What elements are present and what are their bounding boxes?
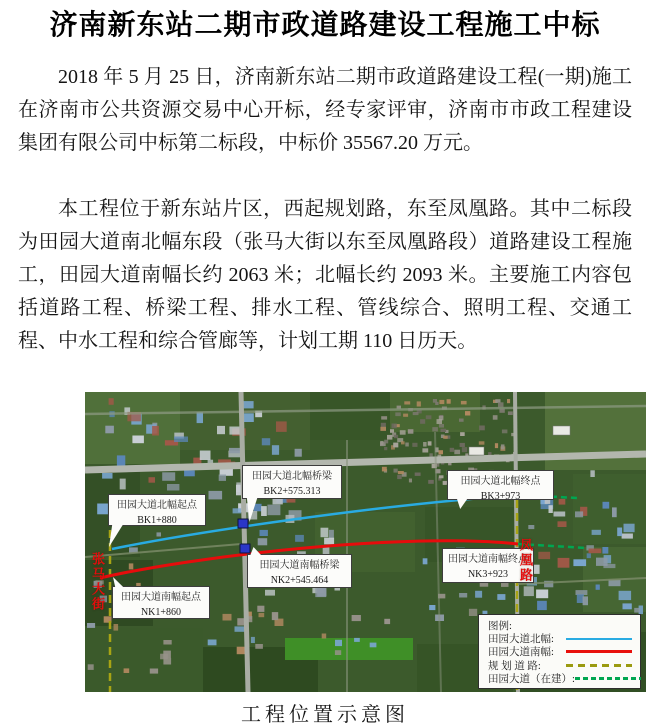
legend-item-north xyxy=(488,632,632,645)
map-legend xyxy=(478,614,641,689)
callout-chainage: NK1+860 xyxy=(140,607,182,618)
legend-label-south: 田园大道南幅: xyxy=(488,647,554,659)
figure-caption: 工程位置示意图 xyxy=(241,704,409,726)
callout-chainage: BK1+880 xyxy=(137,515,177,526)
legend-line-under-construction xyxy=(575,677,641,680)
legend-line-north xyxy=(566,638,632,640)
project-location-map xyxy=(85,392,646,692)
zhangma-street-label: 张马大街 xyxy=(90,552,105,612)
callout-road-name: 田园大道南幅桥梁 xyxy=(259,560,340,571)
callout-chainage: NK2+545.464 xyxy=(270,575,329,586)
callout-road-name: 田园大道北幅起点 xyxy=(117,500,197,511)
body-paragraph-2: 本工程位于新东站片区，西起规划路，东至凤凰路。其中二标段为田园大道南北幅东段（张马大街以东至凤凰路段）道路建设工程施工，田园大道南幅长约 2063 米；北幅长约 2093 米。主要施工内容包括道路工程、桥梁工程、排水工程、管线综合、照明工程、交通工程、中水工程和综合管廊等，计划工期 110 日历天。 xyxy=(18,198,632,353)
legend-line-south xyxy=(566,650,632,653)
legend-item-south xyxy=(488,645,632,658)
body-paragraph-1: 2018 年 5 月 25 日，济南新东站二期市政道路建设工程(一期)施工在济南市公共资源交易中心开标，经专家评审，济南市市政工程建设集团有限公司中标第二标段，中标价 35567.20 万元。 xyxy=(18,66,632,155)
legend-label-north: 田园大道北幅: xyxy=(488,634,554,646)
callout-road-name: 田园大道南幅终点 xyxy=(448,554,528,565)
callout-chainage: BK2+575.313 xyxy=(263,486,321,497)
callout-road-name: 田园大道南幅起点 xyxy=(121,592,201,603)
article-body xyxy=(18,61,632,358)
legend-label-planned: 规 划 道 路: xyxy=(488,660,541,672)
callout-south-bridge xyxy=(247,554,352,588)
announcement-page xyxy=(0,6,650,728)
legend-item-planned xyxy=(488,659,632,672)
legend-title: 图例: xyxy=(488,621,512,633)
callout-north-start xyxy=(108,494,206,526)
callout-north-bridge xyxy=(242,465,342,499)
legend-label-under-construction: 田园大道（在建）: xyxy=(488,673,575,685)
legend-item-under-construction xyxy=(488,672,632,685)
legend-line-planned xyxy=(566,664,632,667)
page-title: 济南新东站二期市政道路建设工程施工中标 xyxy=(49,10,601,41)
callout-south-start xyxy=(112,586,210,619)
callout-north-end xyxy=(447,470,554,500)
callout-road-name: 田园大道北幅终点 xyxy=(460,476,541,487)
callout-chainage: BK3+973 xyxy=(480,491,521,502)
legend-title-row xyxy=(488,619,632,632)
callout-chainage: NK3+923 xyxy=(467,569,509,580)
fenghuang-road-label: 凤凰路 xyxy=(518,538,533,583)
callout-road-name: 田园大道北幅桥梁 xyxy=(252,471,332,482)
